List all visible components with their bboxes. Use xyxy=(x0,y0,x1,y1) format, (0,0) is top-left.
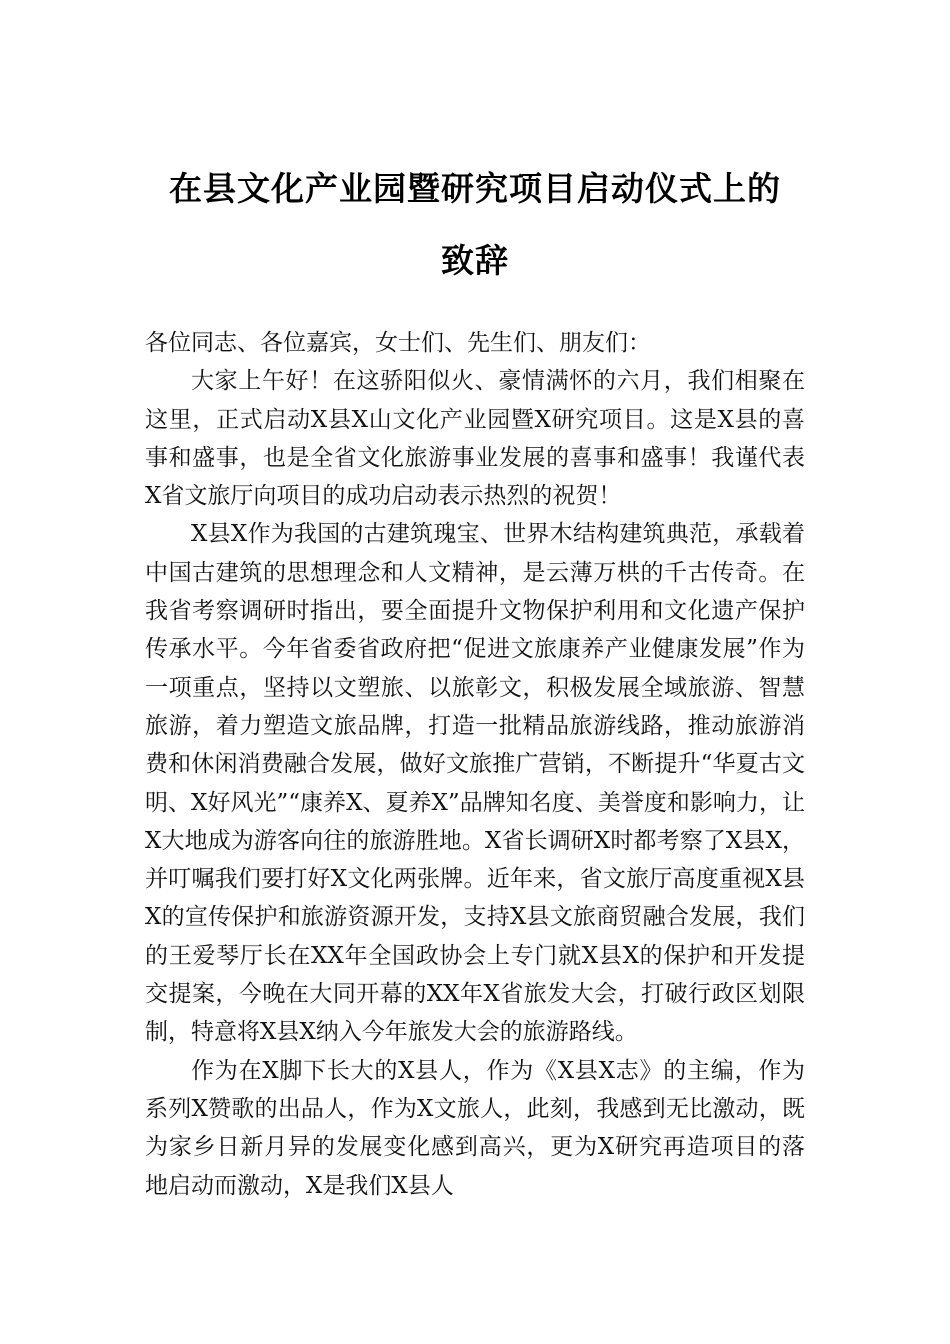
document-title-line2: 致辞 xyxy=(441,241,509,280)
paragraph-personal: 作为在X脚下长大的X县人，作为《X县X志》的主编，作为系列X赞歌的出品人，作为X文旅人，此刻，我感到无比激动，既为家乡日新月异的发展变化感到高兴，更为X研究再造项目的落地启动而激动，X是我们X县人 xyxy=(145,1057,805,1199)
document-body xyxy=(145,324,805,1205)
document-title-line1: 在县文化产业园暨研究项目启动仪式上的 xyxy=(169,169,781,208)
salutation: 各位同志、各位嘉宾，女士们、先生们、朋友们： xyxy=(145,330,651,356)
paragraph-greeting: 大家上午好！在这骄阳似火、豪情满怀的六月，我们相聚在这里，正式启动X县X山文化产业园暨X研究项目。这是X县的喜事和盛事，也是全省文化旅游事业发展的喜事和盛事！我谨代表X省文旅厅向项目的成功启动表示热烈的祝贺！ xyxy=(145,368,805,510)
paragraph-background: X县X作为我国的古建筑瑰宝、世界木结构建筑典范，承载着中国古建筑的思想理念和人文精神，是云薄万栱的千古传奇。在我省考察调研时指出，要全面提升文物保护利用和文化遗产保护传承水平。今年省委省政府把“促进文旅康养产业健康发展”作为一项重点，坚持以文塑旅、以旅彰文，积极发展全域旅游、智慧旅游，着力塑造文旅品牌，打造一批精品旅游线路，推动旅游消费和休闲消费融合发展，做好文旅推广营销，不断提升“华夏古文明、X好风光”“康养X、夏养X”品牌知名度、美誉度和影响力，让X大地成为游客向往的旅游胜地。X省长调研X时都考察了X县X，并叮嘱我们要打好X文化两张牌。近年来，省文旅厅高度重视X县X的宣传保护和旅游资源开发，支持X县文旅商贸融合发展，我们的王爱琴厅长在XX年全国政协会上专门就X县X的保护和开发提交提案，今晚在大同开幕的XX年X省旅发大会，打破行政区划限制，特意将X县X纳入今年旅发大会的旅游路线。 xyxy=(145,521,805,1046)
